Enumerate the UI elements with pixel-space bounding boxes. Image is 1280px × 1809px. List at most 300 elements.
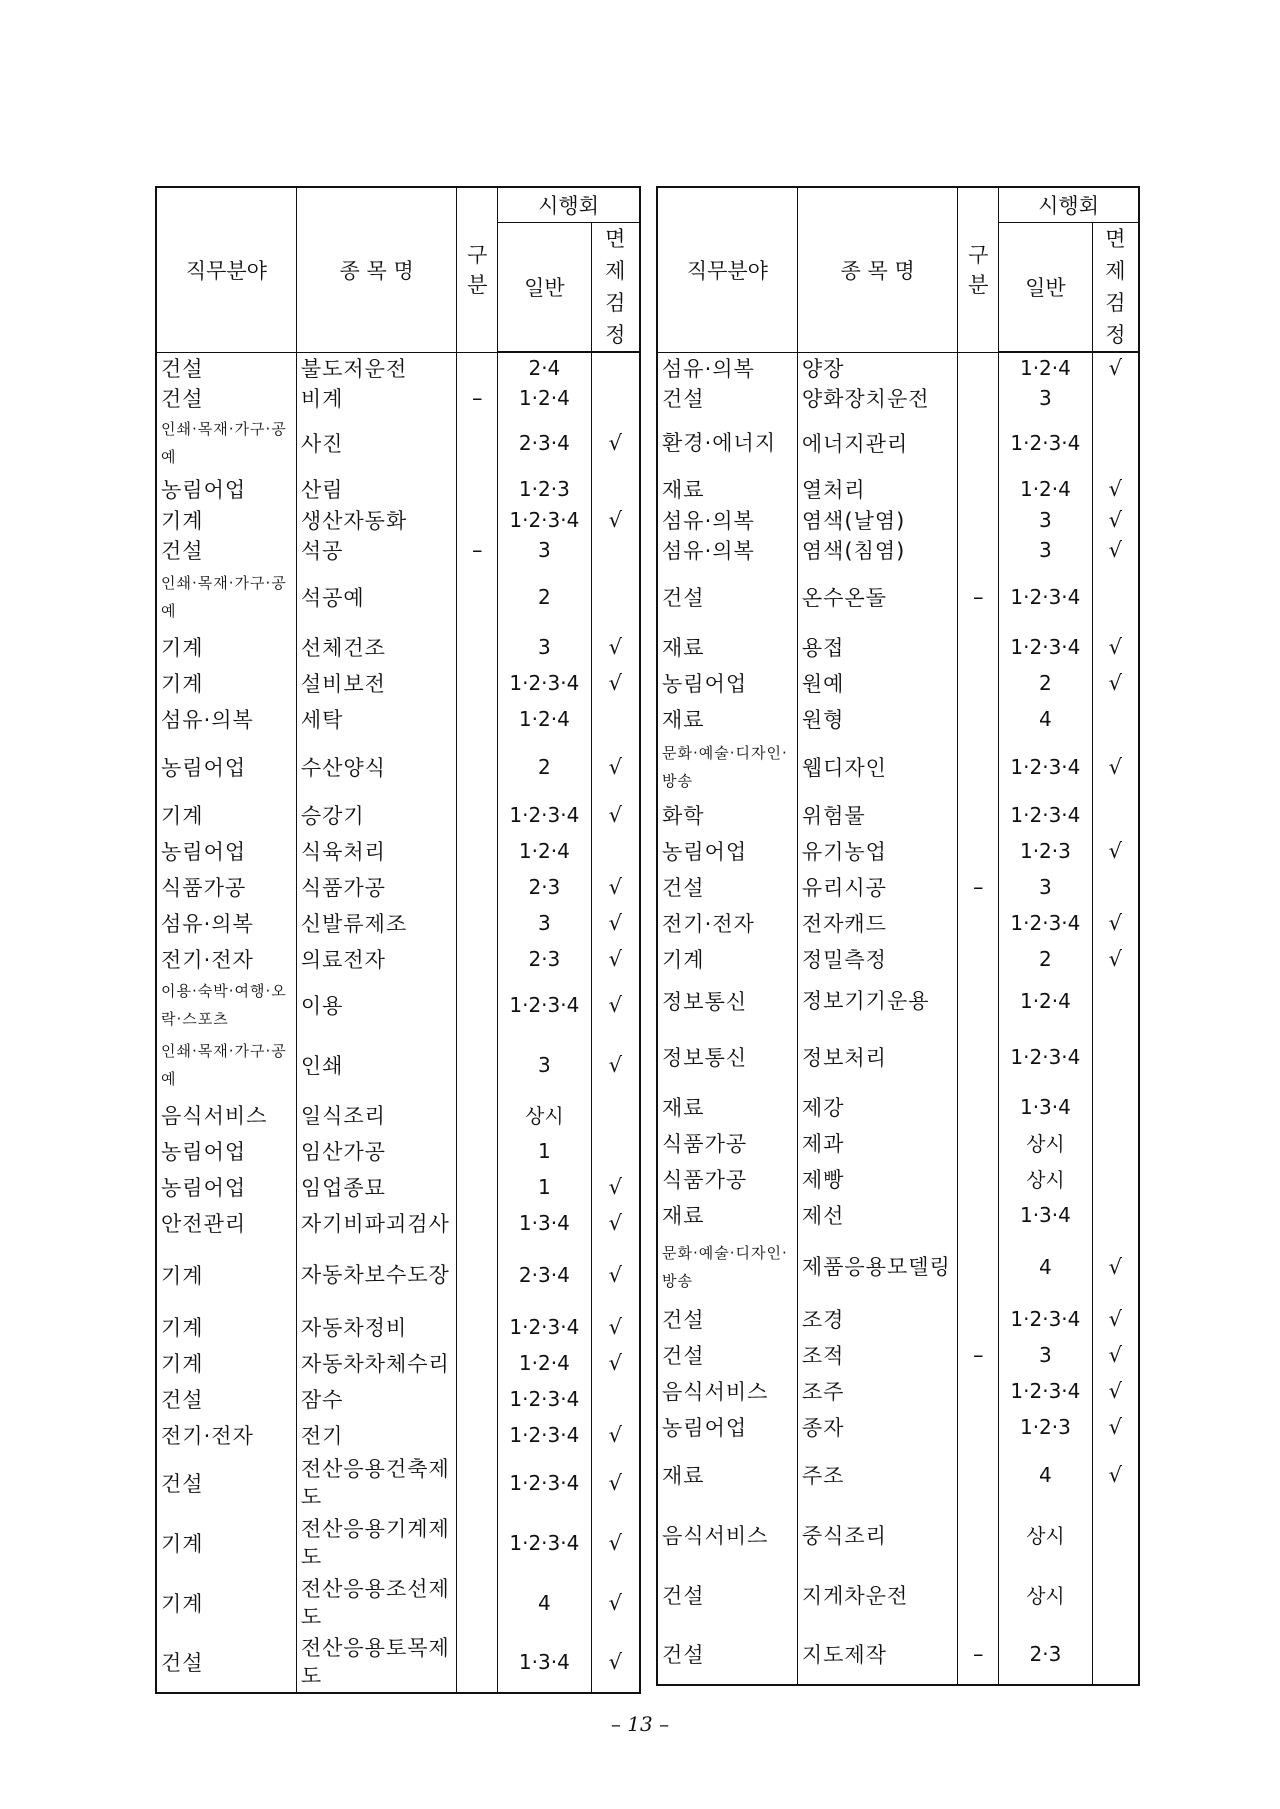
exempt-cell: √ [591, 1345, 640, 1381]
division-cell: – [958, 1625, 999, 1685]
table-row [657, 1445, 1139, 1505]
exam-cell: 1·2·3 [999, 1409, 1093, 1445]
table-row [156, 941, 640, 977]
field-cell: 기계 [156, 1513, 296, 1573]
exempt-cell [591, 352, 640, 383]
field-cell: 전기·전자 [657, 905, 797, 941]
table-row [156, 1097, 640, 1133]
header-general: 일반 [999, 223, 1093, 353]
exam-cell: 4 [498, 1573, 592, 1633]
exam-cell: 3 [999, 1337, 1093, 1373]
exam-cell: 1·2·4 [999, 977, 1093, 1025]
exempt-cell [1092, 413, 1139, 473]
exam-cell: 1·2·3·4 [498, 1309, 592, 1345]
field-cell: 농림어업 [156, 833, 296, 869]
exam-cell: 3 [999, 535, 1093, 565]
exempt-cell [591, 565, 640, 629]
table-row [657, 505, 1139, 535]
exam-cell: 3 [498, 535, 592, 565]
field-cell: 재료 [657, 1197, 797, 1233]
exam-cell: 1·3·4 [498, 1633, 592, 1693]
exempt-cell [1092, 1161, 1139, 1197]
name-cell: 신발류제조 [296, 905, 457, 941]
name-cell: 전산응용조선제도 [296, 1573, 457, 1633]
table-row [657, 737, 1139, 797]
exempt-cell: √ [591, 1033, 640, 1097]
table-row [156, 1513, 640, 1573]
name-cell: 임업종묘 [296, 1169, 457, 1205]
division-cell [457, 869, 498, 905]
field-cell: 식품가공 [156, 869, 296, 905]
exam-cell: 상시 [999, 1565, 1093, 1625]
division-cell [457, 352, 498, 383]
exam-cell: 상시 [999, 1505, 1093, 1565]
exam-cell: 4 [999, 701, 1093, 737]
name-cell: 식품가공 [296, 869, 457, 905]
name-cell: 수산양식 [296, 737, 457, 797]
table-row [156, 1381, 640, 1417]
exempt-cell: √ [591, 797, 640, 833]
exam-cell: 1·2·3·4 [498, 797, 592, 833]
name-cell: 용접 [797, 629, 958, 665]
division-cell [457, 1573, 498, 1633]
exam-cell: 1·2·3·4 [999, 797, 1093, 833]
division-cell [457, 1241, 498, 1309]
name-cell: 생산자동화 [296, 505, 457, 535]
field-cell: 안전관리 [156, 1205, 296, 1241]
table-row [657, 701, 1139, 737]
exam-cell: 1·3·4 [999, 1197, 1093, 1233]
name-cell: 온수온돌 [797, 565, 958, 629]
exempt-cell [1092, 701, 1139, 737]
division-cell [958, 941, 999, 977]
exam-cell: 1 [498, 1169, 592, 1205]
exam-cell: 3 [999, 383, 1093, 413]
name-cell: 일식조리 [296, 1097, 457, 1133]
exempt-cell [591, 535, 640, 565]
table-row [156, 535, 640, 565]
exempt-cell [1092, 1089, 1139, 1125]
field-cell: 정보통신 [657, 1025, 797, 1089]
field-cell: 문화·예술·디자인·방송 [657, 1233, 797, 1301]
exempt-cell [1092, 977, 1139, 1025]
table-row [657, 665, 1139, 701]
table-row [156, 1633, 640, 1693]
table-row [156, 737, 640, 797]
exempt-cell: √ [1092, 1233, 1139, 1301]
name-cell: 전산응용기계제도 [296, 1513, 457, 1573]
field-cell: 음식서비스 [657, 1505, 797, 1565]
field-cell: 기계 [156, 1573, 296, 1633]
table-body-right [657, 352, 1139, 1685]
name-cell: 중식조리 [797, 1505, 958, 1565]
field-cell: 재료 [657, 1445, 797, 1505]
exam-cell: 3 [498, 905, 592, 941]
exempt-cell: √ [1092, 535, 1139, 565]
division-cell: – [457, 535, 498, 565]
division-cell [457, 629, 498, 665]
table-row [156, 1205, 640, 1241]
table-row [657, 352, 1139, 383]
exam-cell: 상시 [999, 1161, 1093, 1197]
table-row [657, 1373, 1139, 1409]
division-cell [958, 1233, 999, 1301]
field-cell: 환경·에너지 [657, 413, 797, 473]
division-cell [457, 1633, 498, 1693]
exempt-cell [591, 1133, 640, 1169]
division-cell [958, 629, 999, 665]
field-cell: 재료 [657, 473, 797, 505]
exam-cell: 2·3·4 [498, 413, 592, 473]
field-cell: 섬유·의복 [657, 505, 797, 535]
field-cell: 인쇄·목재·가구·공예 [156, 413, 296, 473]
name-cell: 전산응용토목제도 [296, 1633, 457, 1693]
exam-cell: 3 [498, 1033, 592, 1097]
field-cell: 음식서비스 [156, 1097, 296, 1133]
name-cell: 석공예 [296, 565, 457, 629]
table-row [156, 665, 640, 701]
division-cell [457, 701, 498, 737]
exam-cell: 1·2·3·4 [498, 1453, 592, 1513]
name-cell: 정보기기운용 [797, 977, 958, 1025]
field-cell: 섬유·의복 [657, 352, 797, 383]
exempt-cell [1092, 1565, 1139, 1625]
name-cell: 염색(침염) [797, 535, 958, 565]
exam-cell: 1·2·3·4 [498, 1417, 592, 1453]
exempt-cell [1092, 1125, 1139, 1161]
table-row [657, 869, 1139, 905]
exam-cell: 1·2·3 [498, 473, 592, 505]
table-row [657, 1089, 1139, 1125]
table-row [156, 352, 640, 383]
name-cell: 조경 [797, 1301, 958, 1337]
exempt-cell [1092, 1025, 1139, 1089]
field-cell: 기계 [156, 797, 296, 833]
field-cell: 건설 [657, 1565, 797, 1625]
name-cell: 설비보전 [296, 665, 457, 701]
exam-cell: 2·3 [498, 869, 592, 905]
exempt-cell [591, 1097, 640, 1133]
table-row [156, 1453, 640, 1513]
table-row [657, 797, 1139, 833]
exempt-cell: √ [591, 665, 640, 701]
table-row [657, 1161, 1139, 1197]
header-name: 종 목 명 [797, 187, 958, 352]
name-cell: 이용 [296, 977, 457, 1033]
exempt-cell: √ [1092, 1373, 1139, 1409]
table-row [657, 833, 1139, 869]
exam-cell: 1·2·4 [498, 701, 592, 737]
name-cell: 에너지관리 [797, 413, 958, 473]
field-cell: 건설 [156, 1381, 296, 1417]
division-cell [958, 505, 999, 535]
field-cell: 기계 [156, 1345, 296, 1381]
name-cell: 주조 [797, 1445, 958, 1505]
table-row [156, 833, 640, 869]
name-cell: 웹디자인 [797, 737, 958, 797]
division-cell [457, 1205, 498, 1241]
division-cell [958, 1373, 999, 1409]
header-division: 구분 [958, 187, 999, 352]
name-cell: 인쇄 [296, 1033, 457, 1097]
table-row [156, 1133, 640, 1169]
division-cell [958, 1505, 999, 1565]
header-exempt: 면제검정 [591, 223, 640, 353]
division-cell [958, 1197, 999, 1233]
name-cell: 전자캐드 [797, 905, 958, 941]
field-cell: 건설 [657, 565, 797, 629]
exam-cell: 1·2·4 [498, 833, 592, 869]
name-cell: 조적 [797, 1337, 958, 1373]
name-cell: 비계 [296, 383, 457, 413]
division-cell: – [958, 869, 999, 905]
division-cell [958, 413, 999, 473]
exempt-cell: √ [591, 977, 640, 1033]
exempt-cell: √ [591, 1169, 640, 1205]
exempt-cell: √ [591, 1453, 640, 1513]
exam-cell: 1·2·4 [999, 473, 1093, 505]
exam-cell: 상시 [999, 1125, 1093, 1161]
exempt-cell: √ [1092, 505, 1139, 535]
name-cell: 유리시공 [797, 869, 958, 905]
exam-cell: 1·2·3·4 [999, 905, 1093, 941]
field-cell: 재료 [657, 629, 797, 665]
exam-cell: 2·3·4 [498, 1241, 592, 1309]
table-row [156, 977, 640, 1033]
header-field: 직무분야 [156, 187, 296, 352]
field-cell: 섬유·의복 [156, 905, 296, 941]
division-cell [958, 905, 999, 941]
exempt-cell: √ [591, 505, 640, 535]
field-cell: 인쇄·목재·가구·공예 [156, 1033, 296, 1097]
exempt-cell: √ [1092, 1337, 1139, 1373]
exam-cell: 1·2·3·4 [498, 1513, 592, 1573]
division-cell [457, 1381, 498, 1417]
field-cell: 건설 [156, 1453, 296, 1513]
exempt-cell: √ [1092, 1301, 1139, 1337]
name-cell: 지도제작 [797, 1625, 958, 1685]
header-division: 구분 [457, 187, 498, 352]
division-cell [958, 977, 999, 1025]
table-row [657, 1565, 1139, 1625]
table-row [156, 797, 640, 833]
exam-cell: 1·2·3·4 [498, 665, 592, 701]
field-cell: 화학 [657, 797, 797, 833]
table-row [657, 1025, 1139, 1089]
division-cell [457, 1033, 498, 1097]
exempt-cell [1092, 383, 1139, 413]
exempt-cell [1092, 797, 1139, 833]
division-cell [457, 797, 498, 833]
field-cell: 전기·전자 [156, 941, 296, 977]
table-row [657, 1625, 1139, 1685]
table-row [156, 565, 640, 629]
division-cell [958, 797, 999, 833]
exam-cell: 1·2·3·4 [498, 505, 592, 535]
table-left [155, 186, 641, 1694]
division-cell [958, 701, 999, 737]
field-cell: 재료 [657, 1089, 797, 1125]
table-row [657, 905, 1139, 941]
exam-cell: 1·3·4 [999, 1089, 1093, 1125]
table-row [657, 1233, 1139, 1301]
division-cell [958, 1301, 999, 1337]
name-cell: 자동차차체수리 [296, 1345, 457, 1381]
name-cell: 조주 [797, 1373, 958, 1409]
name-cell: 자동차정비 [296, 1309, 457, 1345]
name-cell: 세탁 [296, 701, 457, 737]
field-cell: 기계 [657, 941, 797, 977]
field-cell: 농림어업 [156, 737, 296, 797]
exempt-cell: √ [1092, 1445, 1139, 1505]
field-cell: 건설 [657, 383, 797, 413]
page-number: – 13 – [610, 1712, 670, 1736]
division-cell [457, 941, 498, 977]
table-row [657, 1409, 1139, 1445]
header-field: 직무분야 [657, 187, 797, 352]
exempt-cell: √ [591, 1241, 640, 1309]
exam-cell: 2 [999, 941, 1093, 977]
name-cell: 양화장치운전 [797, 383, 958, 413]
exam-cell: 3 [999, 869, 1093, 905]
name-cell: 원예 [797, 665, 958, 701]
exam-cell: 1 [498, 1133, 592, 1169]
exam-cell: 1·2·3·4 [999, 737, 1093, 797]
division-cell: – [958, 565, 999, 629]
name-cell: 임산가공 [296, 1133, 457, 1169]
exam-cell: 2·3 [999, 1625, 1093, 1685]
division-cell [457, 1453, 498, 1513]
field-cell: 섬유·의복 [156, 701, 296, 737]
exam-cell: 3 [999, 505, 1093, 535]
exam-cell: 1·2·3·4 [498, 1381, 592, 1417]
division-cell [958, 473, 999, 505]
field-cell: 전기·전자 [156, 1417, 296, 1453]
field-cell: 기계 [156, 1241, 296, 1309]
name-cell: 잠수 [296, 1381, 457, 1417]
name-cell: 종자 [797, 1409, 958, 1445]
exam-cell: 2·3 [498, 941, 592, 977]
exempt-cell: √ [1092, 941, 1139, 977]
division-cell [457, 1133, 498, 1169]
division-cell [958, 1565, 999, 1625]
exempt-cell: √ [591, 1417, 640, 1453]
field-cell: 이용·숙박·여행·오락·스포츠 [156, 977, 296, 1033]
exempt-cell: √ [591, 629, 640, 665]
name-cell: 자동차보수도장 [296, 1241, 457, 1309]
division-cell [958, 535, 999, 565]
division-cell [958, 833, 999, 869]
name-cell: 의료전자 [296, 941, 457, 977]
exam-cell: 1·2·3·4 [498, 977, 592, 1033]
exam-cell: 1·2·4 [999, 352, 1093, 383]
field-cell: 음식서비스 [657, 1373, 797, 1409]
division-cell [958, 665, 999, 701]
exempt-cell: √ [591, 869, 640, 905]
name-cell: 전산응용건축제도 [296, 1453, 457, 1513]
table-row [657, 629, 1139, 665]
division-cell [457, 565, 498, 629]
division-cell [958, 352, 999, 383]
header-exam-group: 시행회 [498, 187, 640, 223]
name-cell: 제빵 [797, 1161, 958, 1197]
division-cell [457, 473, 498, 505]
exam-cell: 1·2·3 [999, 833, 1093, 869]
field-cell: 건설 [657, 1337, 797, 1373]
exam-cell: 1·2·3·4 [999, 1301, 1093, 1337]
table-row [156, 701, 640, 737]
division-cell [457, 1169, 498, 1205]
division-cell [958, 1409, 999, 1445]
name-cell: 정밀측정 [797, 941, 958, 977]
field-cell: 농림어업 [657, 1409, 797, 1445]
table-row [657, 1301, 1139, 1337]
exempt-cell [591, 1381, 640, 1417]
division-cell [457, 413, 498, 473]
division-cell [457, 505, 498, 535]
division-cell [958, 1089, 999, 1125]
header-exempt: 면제검정 [1092, 223, 1139, 353]
field-cell: 건설 [156, 352, 296, 383]
exam-cell: 2 [498, 737, 592, 797]
table-row [156, 1573, 640, 1633]
exempt-cell: √ [591, 1309, 640, 1345]
name-cell: 열처리 [797, 473, 958, 505]
field-cell: 건설 [657, 869, 797, 905]
name-cell: 유기농업 [797, 833, 958, 869]
exempt-cell [591, 701, 640, 737]
exam-cell: 1·2·3·4 [999, 565, 1093, 629]
division-cell [958, 1125, 999, 1161]
exam-cell: 1·2·4 [498, 1345, 592, 1381]
name-cell: 지게차운전 [797, 1565, 958, 1625]
table-row [657, 1125, 1139, 1161]
header-name: 종 목 명 [296, 187, 457, 352]
exam-cell: 2 [498, 565, 592, 629]
exam-cell: 1·2·3·4 [999, 629, 1093, 665]
table-row [657, 473, 1139, 505]
exempt-cell [591, 473, 640, 505]
field-cell: 건설 [657, 1625, 797, 1685]
exempt-cell: √ [1092, 665, 1139, 701]
exam-cell: 4 [999, 1445, 1093, 1505]
exempt-cell [1092, 1625, 1139, 1685]
division-cell [457, 905, 498, 941]
exam-cell: 4 [999, 1233, 1093, 1301]
division-cell [457, 737, 498, 797]
division-cell [457, 1345, 498, 1381]
division-cell [958, 1161, 999, 1197]
exam-cell: 3 [498, 629, 592, 665]
name-cell: 제과 [797, 1125, 958, 1161]
field-cell: 기계 [156, 665, 296, 701]
table-body-left [156, 352, 640, 1693]
division-cell [958, 383, 999, 413]
table-row [156, 1345, 640, 1381]
exam-cell: 2·4 [498, 352, 592, 383]
exempt-cell: √ [591, 1633, 640, 1693]
exempt-cell: √ [1092, 352, 1139, 383]
field-cell: 건설 [657, 1301, 797, 1337]
name-cell: 자기비파괴검사 [296, 1205, 457, 1241]
division-cell [457, 1097, 498, 1133]
division-cell [958, 1025, 999, 1089]
header-general: 일반 [498, 223, 592, 353]
exempt-cell: √ [1092, 1409, 1139, 1445]
table-row [156, 383, 640, 413]
table-row [657, 565, 1139, 629]
table-row [156, 905, 640, 941]
